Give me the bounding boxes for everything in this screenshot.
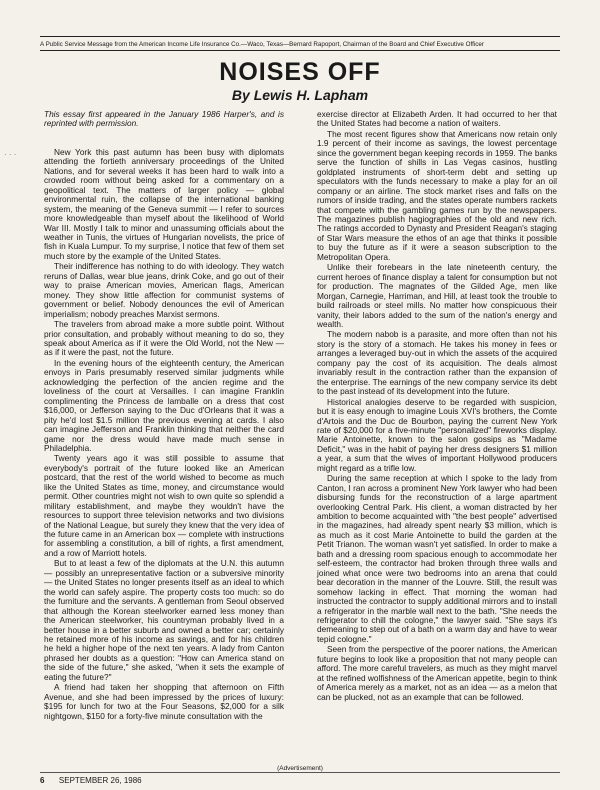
footer-rule	[40, 772, 560, 773]
article-intro: This essay first appeared in the January 1986 Harper's, and is reprinted with permission.	[44, 109, 284, 129]
paragraph: During the same reception at which I spoke to the lady from Canton, I ran across a prominent New York lawyer who had been disbursing funds for the reconstruction of a large apartment overlooking Central Park. His client, a woman distracted by her ambition to become acquainted with "the best people" advertised in the magazines, had already spent nearly $3 million, which is as much as it cost Marie Antoinette to build the garden at the Petit Trianon. The woman wasn't yet satisfied. In order to make a bath and a dressing room spacious enough to accommodate her self-esteem, the contractor had broken through three walls and joined what once were two bedrooms into an arena that could bear decoration in the manner of the Louvre. Still, the result was somehow lacking in effect. That morning the woman had instructed the contractor to supply additional mirrors and to install a refrigerator in the marble wall next to the bath. "She needs the refrigerator to chill the cologne," the lawyer said. "She says it's demeaning to step out of a bath on a warm day and have to wear tepid cologne."	[317, 473, 557, 644]
paragraph: In the evening hours of the eighteenth century, the American envoys in Paris presumably reserved similar judgments while acknowledging the perfection of the ancien regime and the loveliness of the court at Versailles. I can imagine Franklin complimenting the Princess de lamballe on a dress that cost $16,000, or Jefferson saying to the Duc d'Orleans that it was a pity he'd lost $1.5 million the previous evening at cards. I also can imagine Jefferson and Franklin thinking that neither the card game nor the dress would have made much sense in Philadelphia.	[44, 357, 284, 453]
paragraph: exercise director at Elizabeth Arden. It had occurred to her that the United States had become a nation of waiters.	[317, 109, 557, 129]
article-byline: By Lewis H. Lapham	[231, 87, 369, 103]
issue-date: SEPTEMBER 26, 1986	[58, 776, 142, 785]
article-title: NOISES OFF	[219, 58, 381, 86]
paragraph: New York this past autumn has been busy with diplomats attending the fortieth anniversary proceedings of the United Nations, and for several weeks it has been hard to walk into a crowded room without being asked for a commentary on a geopolitical text. The matters of larger policy — global environmental ruin, the collapse of the international banking system, the meaning of the Geneva summit — I refer to sources more knowledgeable than myself about the likelihood of World War III. Mostly I talk to minor and unassuming officials about the weather in Tunis, the virtues of Hungarian novelists, the price of fish in Kuala Lumpur. To my surprise, I notice that few of them set much store by the example of the United States.	[44, 146, 284, 261]
public-service-notice: A Public Service Message from the American Income Life Insurance Co.—Waco, Texas—Bernard Rapoport, Chairman of the Board and Chief Executive Officer	[40, 41, 485, 48]
margin-marks: · · ·	[4, 150, 17, 159]
paragraph: The most recent figures show that Americans now retain only 1.9 percent of their income as savings, the lowest percentage since the government began keeping records in 1959. The banks serve the function of shills in Las Vegas casinos, hustling goldplated instruments of short-term debt and setting up speculators with the funds necessary to make a play for an oil company or an airline. The stock market rises and falls on the rumors of inside trading, and the states operate numbers rackets that compete with the gambling games run by the newspapers. The magazines publish hagiographies of the old and new rich. The ratings accorded to Dynasty and President Reagan's staging of Star Wars measure the ethos of an age that thinks it possible to buy the future as if it were a season subscription to the Metropolitan Opera.	[317, 128, 557, 262]
right-column	[317, 109, 557, 702]
paragraph: Seen from the perspective of the poorer nations, the American future begins to look like a proposition that not many people can afford. The more careful travelers, as much as they might marvel at the refined wolfishness of the American appetite, begin to think of America merely as a market, not as an idea — as a melon that can be plucked, not as an example that can be followed.	[317, 644, 557, 702]
paragraph: Twenty years ago it was still possible to assume that everybody's portrait of the future looked like an American postcard, that the rest of the world wished to become as much like the United States as time, money, and circumstance would permit. Other countries might not wish to own quite so splendid a military establishment, and maybe they wouldn't have the resources to support three television networks and two divisions of the National League, but surely they knew that the very idea of the future came in an American box — complete with instructions for assembling a constitution, a bill of rights, a first amendment, and a row of Marriott hotels.	[44, 453, 284, 558]
paragraph: A friend had taken her shopping that afternoon on Fifth Avenue, and she had been impressed by the prices of luxury: $195 for lunch for two at the Four Seasons, $2,000 for a silk nightgown, $150 for a forty-five minute consultation with the	[44, 682, 284, 721]
header-rule	[40, 50, 560, 51]
top-rule	[40, 36, 560, 37]
left-column	[44, 110, 284, 750]
paragraph: The travelers from abroad make a more subtle point. Without prior consultation, and probably without meaning to do so, they speak about America as if it were the Old World, not the New — as if it were the past, not the future.	[44, 319, 284, 358]
advertisement-label: (Advertisement)	[277, 765, 323, 772]
paragraph: Their indifference has nothing to do with ideology. They watch reruns of Dallas, wear blue jeans, drink Coke, and go out of their way to praise American movies, American flags, American money. They show little affection for communist systems of government or belief. Nobody denounces the evil of American imperialism; nobody preaches Marxist sermons.	[44, 261, 284, 319]
paragraph: Unlike their forebears in the late nineteenth century, the current heroes of finance display a talent for consumption but not for production. The magnates of the Gilded Age, men like Morgan, Carnegie, Harriman, and Hill, at least took the trouble to build railroads or steel mills. No matter how conspicuous their vanity, their labors added to the sum of the nation's energy and wealth.	[317, 262, 557, 329]
page-footer	[40, 776, 142, 785]
paragraph: But to at least a few of the diplomats at the U.N. this autumn — possibly an unrepresentative faction or a subversive minority — the United States no longer presents itself as an ideal to which the world can safely aspire. The property costs too much: so do the furniture and the servants. A gentleman from Seoul observed that although the Korean steelworker earned less money than the American steelworker, his countryman probably lived in a better house in a better suburb and owned a better car; certainly he retained more of his income as savings, and for his children he held a higher hope of the next ten years. A lady from Canton phrased her doubts as a question: "How can America stand on the side of the future," she asked, "when it sets the example of eating the future?"	[44, 558, 284, 682]
paragraph: Historical analogies deserve to be regarded with suspicion, but it is easy enough to imagine Louis XVI's brothers, the Comte d'Artois and the Duc de Bourbon, paying the current New York rate of $20,000 for a five-minute "personalized" fireworks display. Marie Antoinette, known to the salon gossips as "Madame Deficit," was in the habit of paying her dress designers $1 million a year, a sum that the wives of important Hollywood producers might regard as a trifle low.	[317, 396, 557, 473]
page-number: 6	[40, 776, 45, 785]
paragraph: The modern nabob is a parasite, and more often than not his story is the story of a stomach. He takes his money in fees or arranges a leveraged buy-out in which the assets of the acquired company pay the cost of its acquisition. The deals almost invariably result in the contraction rather than the expansion of the enterprise. The earnings of the new company service its debt to the past instead of its development into the future.	[317, 329, 557, 397]
